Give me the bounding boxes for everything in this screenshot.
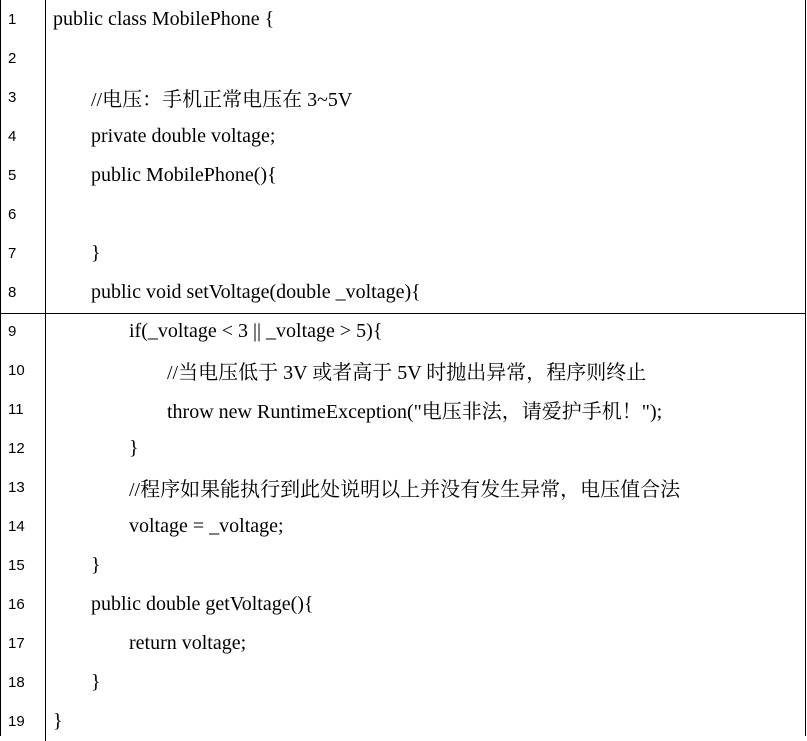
- line-number: 2: [8, 50, 17, 67]
- code-text: private double voltage;: [45, 117, 805, 156]
- code-row-19: [1, 702, 805, 741]
- code-row-10: [1, 351, 805, 390]
- code-row-2: [1, 39, 805, 78]
- code-text: public class MobilePhone {: [45, 0, 805, 39]
- code-text: if(_voltage < 3 || _voltage > 5){: [45, 312, 805, 351]
- code-text: }: [45, 546, 805, 585]
- line-number: 9: [8, 323, 17, 340]
- code-row-9: [1, 312, 805, 351]
- code-text: return voltage;: [45, 624, 805, 663]
- code-row-15: [1, 546, 805, 585]
- code-row-12: [1, 429, 805, 468]
- code-row-17: [1, 624, 805, 663]
- code-row-11: [1, 390, 805, 429]
- code-row-14: [1, 507, 805, 546]
- line-number: 3: [8, 89, 17, 106]
- line-number: 17: [8, 635, 25, 652]
- code-text: }: [45, 429, 805, 468]
- code-text: }: [45, 702, 805, 741]
- code-row-13: [1, 468, 805, 507]
- code-text: [45, 195, 805, 234]
- code-row-4: [1, 117, 805, 156]
- code-text: //当电压低于 3V 或者高于 5V 时抛出异常，程序则终止: [45, 351, 805, 390]
- line-number: 16: [8, 596, 25, 613]
- line-number: 14: [8, 518, 25, 535]
- code-text: //程序如果能执行到此处说明以上并没有发生异常，电压值合法: [45, 468, 805, 507]
- code-row-16: [1, 585, 805, 624]
- code-text: voltage = _voltage;: [45, 507, 805, 546]
- code-row-7: [1, 234, 805, 273]
- code-text: public MobilePhone(){: [45, 156, 805, 195]
- code-row-6: [1, 195, 805, 234]
- line-number: 11: [8, 401, 24, 418]
- line-number: 1: [8, 11, 17, 28]
- code-row-8: [1, 273, 805, 312]
- line-number: 4: [8, 128, 17, 145]
- code-row-5: [1, 156, 805, 195]
- code-row-18: [1, 663, 805, 702]
- line-number: 8: [8, 284, 17, 301]
- line-number: 10: [8, 362, 25, 379]
- line-number: 6: [8, 206, 17, 223]
- code-text: throw new RuntimeException("电压非法，请爱护手机！");: [45, 390, 805, 429]
- line-number: 19: [8, 713, 25, 730]
- code-row-3: [1, 78, 805, 117]
- code-row-1: [1, 0, 805, 39]
- line-number: 5: [8, 167, 17, 184]
- code-text: }: [45, 663, 805, 702]
- code-text: public void setVoltage(double _voltage){: [45, 273, 805, 312]
- code-text: public double getVoltage(){: [45, 585, 805, 624]
- code-text: }: [45, 234, 805, 273]
- line-number: 18: [8, 674, 25, 691]
- code-text: [45, 39, 805, 78]
- line-number: 12: [8, 440, 25, 457]
- line-number: 7: [8, 245, 17, 262]
- code-text: //电压：手机正常电压在 3~5V: [45, 78, 805, 117]
- line-number: 15: [8, 557, 25, 574]
- line-number: 13: [8, 479, 25, 496]
